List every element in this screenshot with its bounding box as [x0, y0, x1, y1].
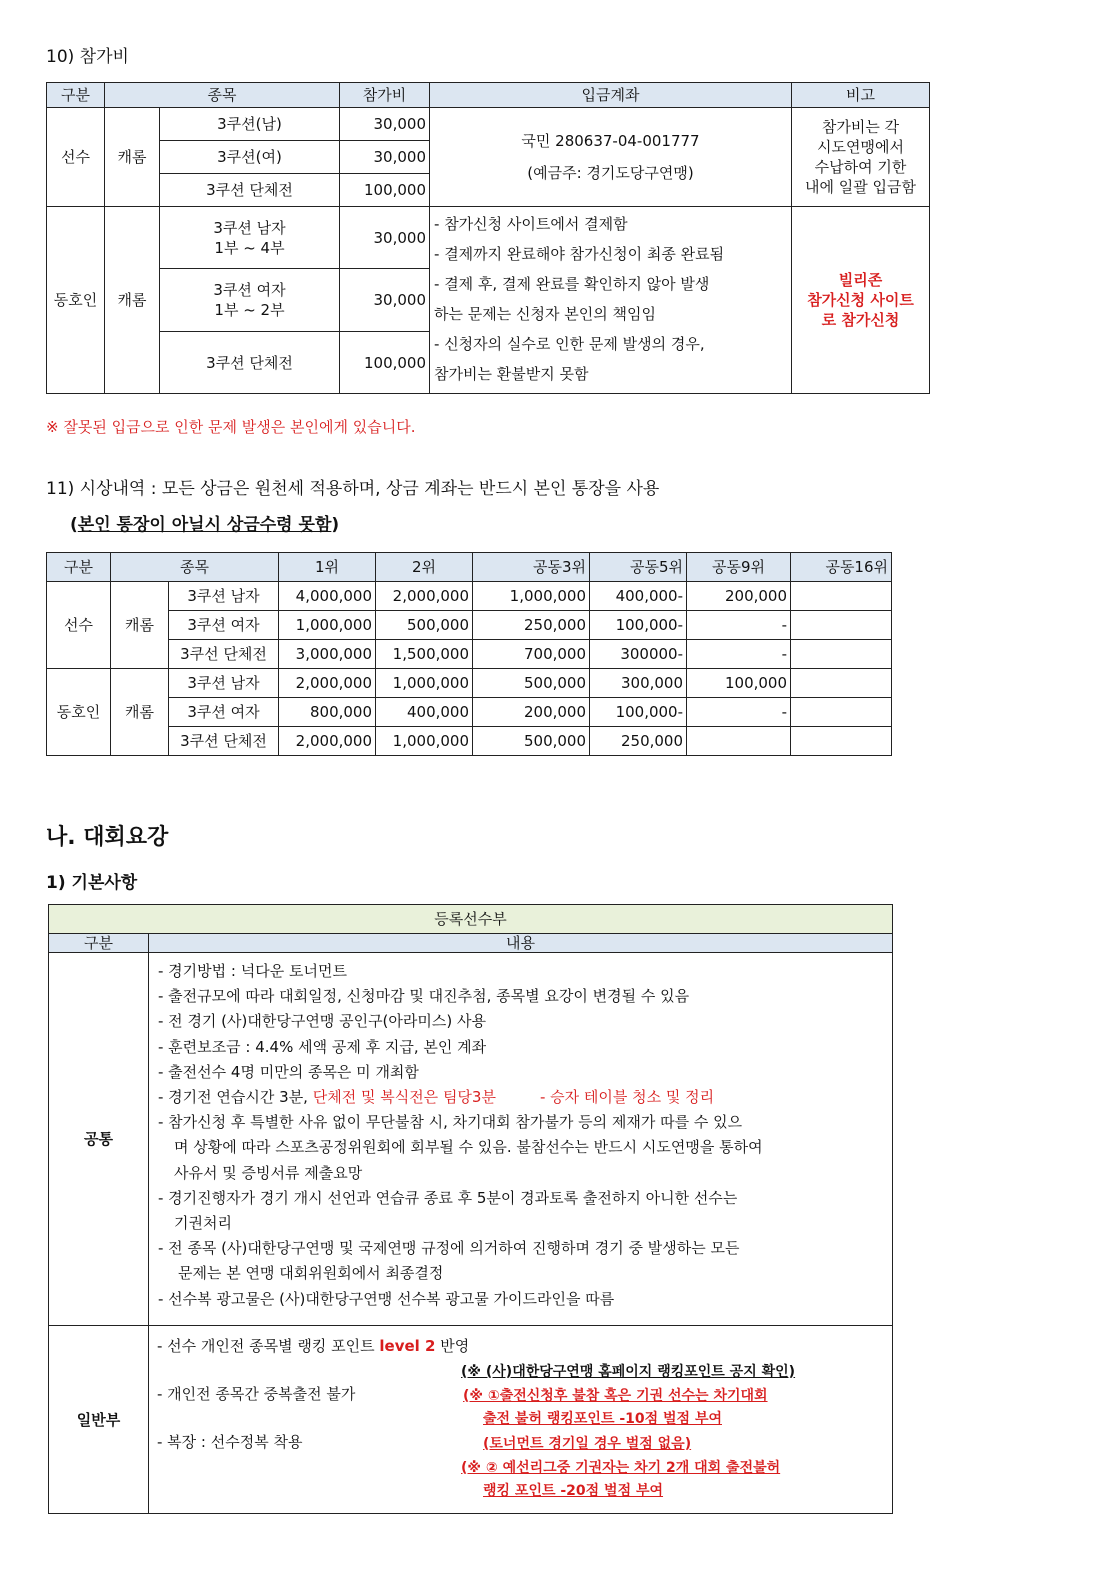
prize-1st: 800,000: [279, 698, 376, 727]
comp-table-title: 등록선수부: [49, 905, 893, 934]
prize-3rd: 250,000: [473, 611, 590, 640]
rule-line: 기권처리: [174, 1214, 232, 1233]
comp-common-content: [149, 953, 893, 1326]
rule-line: - 참가신청 후 특별한 사유 없이 무단불참 시, 차기대회 참가불가 등의 제재가 따를 수 있으: [158, 1113, 743, 1132]
fee-event-line1: 3쿠션 여자: [213, 281, 286, 299]
bullet-line: - 결제까지 완료해야 참가신청이 최종 완료됨: [434, 245, 725, 263]
comp-general-row: [49, 1326, 893, 1514]
prize-9th: -: [687, 640, 791, 669]
prize-16th: [791, 698, 892, 727]
note-line: 내에 일괄 입금함: [805, 178, 916, 196]
prize-9th: 200,000: [687, 582, 791, 611]
prize-9th: -: [687, 611, 791, 640]
fee-header-note: 비고: [792, 83, 930, 108]
general-content-box: [149, 1326, 892, 1512]
fee-amateur-bullets: [430, 207, 792, 394]
rule-text-red: 단체전 및 복식전은 팀당3분: [312, 1088, 496, 1107]
prize-2nd: 400,000: [376, 698, 473, 727]
fee-event: 3쿠션 단체전: [160, 174, 340, 207]
fee-header-account: 입금계좌: [430, 83, 792, 108]
prize-2nd: 500,000: [376, 611, 473, 640]
fee-amateur-note: [792, 207, 930, 394]
prize-header-category: 구분: [47, 553, 111, 582]
prize-row: [47, 611, 892, 640]
prize-group-amateur: 동호인: [47, 669, 111, 756]
fee-warning: ※ 잘못된 입금으로 인한 문제 발생은 본인에게 있습니다.: [46, 418, 416, 436]
prize-1st: 2,000,000: [279, 669, 376, 698]
prize-subtitle-open: (: [70, 515, 78, 535]
bullet-line: 하는 문제는 신청자 본인의 책임임: [434, 305, 656, 323]
prize-16th: [791, 669, 892, 698]
prize-section-title: 11) 시상내역 : 모든 상금은 원천세 적용하며, 상금 계좌는 반드시 본인 통장을 사용: [46, 479, 660, 499]
prize-header-16th: 공동16위: [791, 553, 892, 582]
rule-text: - 경기전 연습시간 3분,: [158, 1088, 313, 1107]
fee-amount: 30,000: [340, 269, 430, 332]
general-note: (※ (사)대한당구연맹 홈페이지 랭킹포인트 공지 확인): [461, 1364, 796, 1380]
bullet-line: 참가비는 환불받지 못함: [434, 365, 589, 383]
general-note: (※ ①출전신청후 불참 혹은 기권 선수는 차기대회: [463, 1388, 768, 1404]
fee-header-fee: 참가비: [340, 83, 430, 108]
rule-line: 문제는 본 연맹 대회위원회에서 최종결정: [178, 1264, 444, 1283]
comp-common-row: [49, 953, 893, 1326]
fee-amount: 100,000: [340, 332, 430, 394]
prize-subtitle: [70, 510, 339, 535]
bullet-line: - 결제 후, 결제 완료를 확인하지 않아 발생: [434, 275, 710, 293]
rule-line: 사유서 및 증빙서류 제출요망: [174, 1163, 363, 1182]
prize-5th: 100,000-: [590, 698, 687, 727]
guide-section-subtitle: 1) 기본사항: [46, 873, 138, 893]
prize-1st: 3,000,000: [279, 640, 376, 669]
prize-header-row: [47, 553, 892, 582]
comp-general-content: [149, 1326, 893, 1514]
bullet-line: - 신청자의 실수로 인한 문제 발생의 경우,: [434, 335, 705, 353]
fee-header-category: 구분: [47, 83, 105, 108]
prize-3rd: 200,000: [473, 698, 590, 727]
prize-header-event: 종목: [111, 553, 279, 582]
guide-section-title: 나. 대회요강: [46, 825, 169, 850]
fee-group-amateur: 동호인: [47, 207, 105, 394]
prize-header-5th: 공동5위: [590, 553, 687, 582]
prize-2nd: 1,500,000: [376, 640, 473, 669]
prize-row: [47, 582, 892, 611]
fee-event: 3쿠션(여): [160, 141, 340, 174]
fee-amount: 30,000: [340, 141, 430, 174]
prize-3rd: 1,000,000: [473, 582, 590, 611]
rule-line: - 복장 : 선수정복 착용: [157, 1433, 303, 1451]
prize-event: 3쿠선 단체전: [169, 640, 279, 669]
prize-5th: 400,000-: [590, 582, 687, 611]
note-line: 수납하여 기한: [814, 158, 907, 176]
prize-row: [47, 727, 892, 756]
fee-account-line2: (예금주: 경기도당구연맹): [527, 164, 694, 182]
prize-2nd: 2,000,000: [376, 582, 473, 611]
rule-line: [152, 1085, 889, 1110]
comp-header-content: 내용: [149, 934, 893, 953]
prize-3rd: 700,000: [473, 640, 590, 669]
rule-line: - 개인전 종목간 중복출전 불가: [157, 1385, 356, 1403]
fee-event: [160, 269, 340, 332]
fee-event: [160, 207, 340, 269]
fee-sub-amateur: 캐롬: [105, 207, 160, 394]
fee-header-event: 종목: [105, 83, 340, 108]
prize-event: 3쿠션 남자: [169, 582, 279, 611]
fee-player-note: [792, 108, 930, 207]
prize-3rd: 500,000: [473, 669, 590, 698]
fee-amount: 30,000: [340, 207, 430, 269]
rule-text-red: - 승자 테이블 청소 및 정리: [539, 1088, 715, 1107]
fee-sub-player: 캐롬: [105, 108, 160, 207]
fee-group-player: 선수: [47, 108, 105, 207]
rule-line: - 전 경기 (사)대한당구연맹 공인구(아라미스) 사용: [158, 1012, 486, 1031]
prize-9th: 100,000: [687, 669, 791, 698]
note-line: 시도연맹에서: [817, 138, 904, 156]
note-line: 참가비는 각: [821, 118, 900, 136]
comp-general-label: 일반부: [49, 1326, 149, 1514]
note-line: 참가신청 사이트: [807, 291, 914, 309]
prize-subtitle-close: ): [331, 515, 340, 535]
note-line: 빌리존: [838, 271, 883, 289]
prize-row: [47, 669, 892, 698]
fee-event: 3쿠션(남): [160, 108, 340, 141]
prize-1st: 1,000,000: [279, 611, 376, 640]
rule-line: 며 상황에 따라 스포츠공정위원회에 회부될 수 있음. 불참선수는 반드시 시도연맹을 통하여: [174, 1138, 763, 1157]
prize-row: [47, 640, 892, 669]
fee-section-title: 10) 참가비: [46, 47, 129, 67]
fee-row: [47, 207, 930, 269]
fee-table: [46, 82, 930, 394]
note-line: 로 참가신청: [821, 311, 900, 329]
bullet-line: - 참가신청 사이트에서 결제함: [434, 215, 628, 233]
fee-amount: 100,000: [340, 174, 430, 207]
prize-header-2nd: 2위: [376, 553, 473, 582]
prize-5th: 100,000-: [590, 611, 687, 640]
prize-3rd: 500,000: [473, 727, 590, 756]
prize-5th: 250,000: [590, 727, 687, 756]
general-note: (토너먼트 경기일 경우 벌점 없음): [483, 1436, 692, 1452]
prize-header-9th: 공동9위: [687, 553, 791, 582]
prize-header-3rd: 공동3위: [473, 553, 590, 582]
general-note: 랭킹 포인트 -20점 벌점 부여: [483, 1483, 664, 1499]
prize-event: 3쿠션 단체전: [169, 727, 279, 756]
fee-event-line2: 1부 ~ 2부: [214, 301, 285, 319]
prize-2nd: 1,000,000: [376, 669, 473, 698]
prize-event: 3쿠션 남자: [169, 669, 279, 698]
fee-header-row: [47, 83, 930, 108]
rule-text-red: level 2: [379, 1337, 436, 1355]
rule-text: - 선수 개인전 종목별 랭킹 포인트: [157, 1337, 380, 1355]
rule-line: - 출전선수 4명 미만의 종목은 미 개최함: [158, 1062, 419, 1081]
fee-account: [430, 108, 792, 207]
prize-16th: [791, 582, 892, 611]
prize-sub-player: 캐롬: [111, 582, 169, 669]
fee-event: 3쿠션 단체전: [160, 332, 340, 394]
prize-16th: [791, 640, 892, 669]
prize-9th: [687, 727, 791, 756]
prize-1st: 4,000,000: [279, 582, 376, 611]
fee-account-line1: 국민 280637-04-001777: [521, 132, 700, 150]
fee-amount: 30,000: [340, 108, 430, 141]
prize-row: [47, 698, 892, 727]
rule-line: [157, 1336, 469, 1356]
general-note: 출전 불허 랭킹포인트 -10점 벌점 부여: [483, 1411, 722, 1427]
rule-text: 반영: [435, 1337, 470, 1355]
comp-header-row: [49, 934, 893, 953]
fee-event-line1: 3쿠션 남자: [213, 218, 286, 237]
comp-header-category: 구분: [49, 934, 149, 953]
rule-line: - 경기방법 : 넉다운 토너먼트: [158, 962, 347, 980]
general-note: (※ ② 예선리그중 기권자는 차기 2개 대회 출전불허: [461, 1460, 781, 1476]
rule-line: - 출전규모에 따라 대회일정, 신청마감 및 대진추첨, 종목별 요강이 변경될 수 있음: [158, 987, 690, 1006]
prize-event: 3쿠션 여자: [169, 698, 279, 727]
comp-common-label: 공통: [49, 953, 149, 1326]
prize-5th: 300,000: [590, 669, 687, 698]
comp-title-row: [49, 905, 893, 934]
fee-row: [47, 108, 930, 141]
prize-2nd: 1,000,000: [376, 727, 473, 756]
prize-group-player: 선수: [47, 582, 111, 669]
prize-1st: 2,000,000: [279, 727, 376, 756]
prize-header-1st: 1위: [279, 553, 376, 582]
prize-table: [46, 552, 892, 756]
fee-event-line2: 1부 ~ 4부: [214, 238, 285, 257]
competition-table: [48, 904, 893, 1514]
prize-16th: [791, 727, 892, 756]
rule-line: - 경기진행자가 경기 개시 선언과 연습큐 종료 후 5분이 경과토록 출전하지 아니한 선수는: [158, 1188, 738, 1207]
rule-line: - 전 종목 (사)대한당구연맹 및 국제연맹 규정에 의거하여 진행하며 경기 중 발생하는 모든: [158, 1239, 740, 1258]
prize-sub-amateur: 캐롬: [111, 669, 169, 756]
prize-subtitle-underlined: 본인 통장이 아닐시 상금수령 못함: [77, 515, 332, 535]
rule-line: - 훈련보조금 : 4.4% 세액 공제 후 지급, 본인 계좌: [158, 1037, 487, 1056]
prize-5th: 300000-: [590, 640, 687, 669]
prize-16th: [791, 611, 892, 640]
rule-line: - 선수복 광고물은 (사)대한당구연맹 선수복 광고물 가이드라인을 따름: [158, 1289, 615, 1308]
prize-9th: -: [687, 698, 791, 727]
prize-event: 3쿠션 여자: [169, 611, 279, 640]
